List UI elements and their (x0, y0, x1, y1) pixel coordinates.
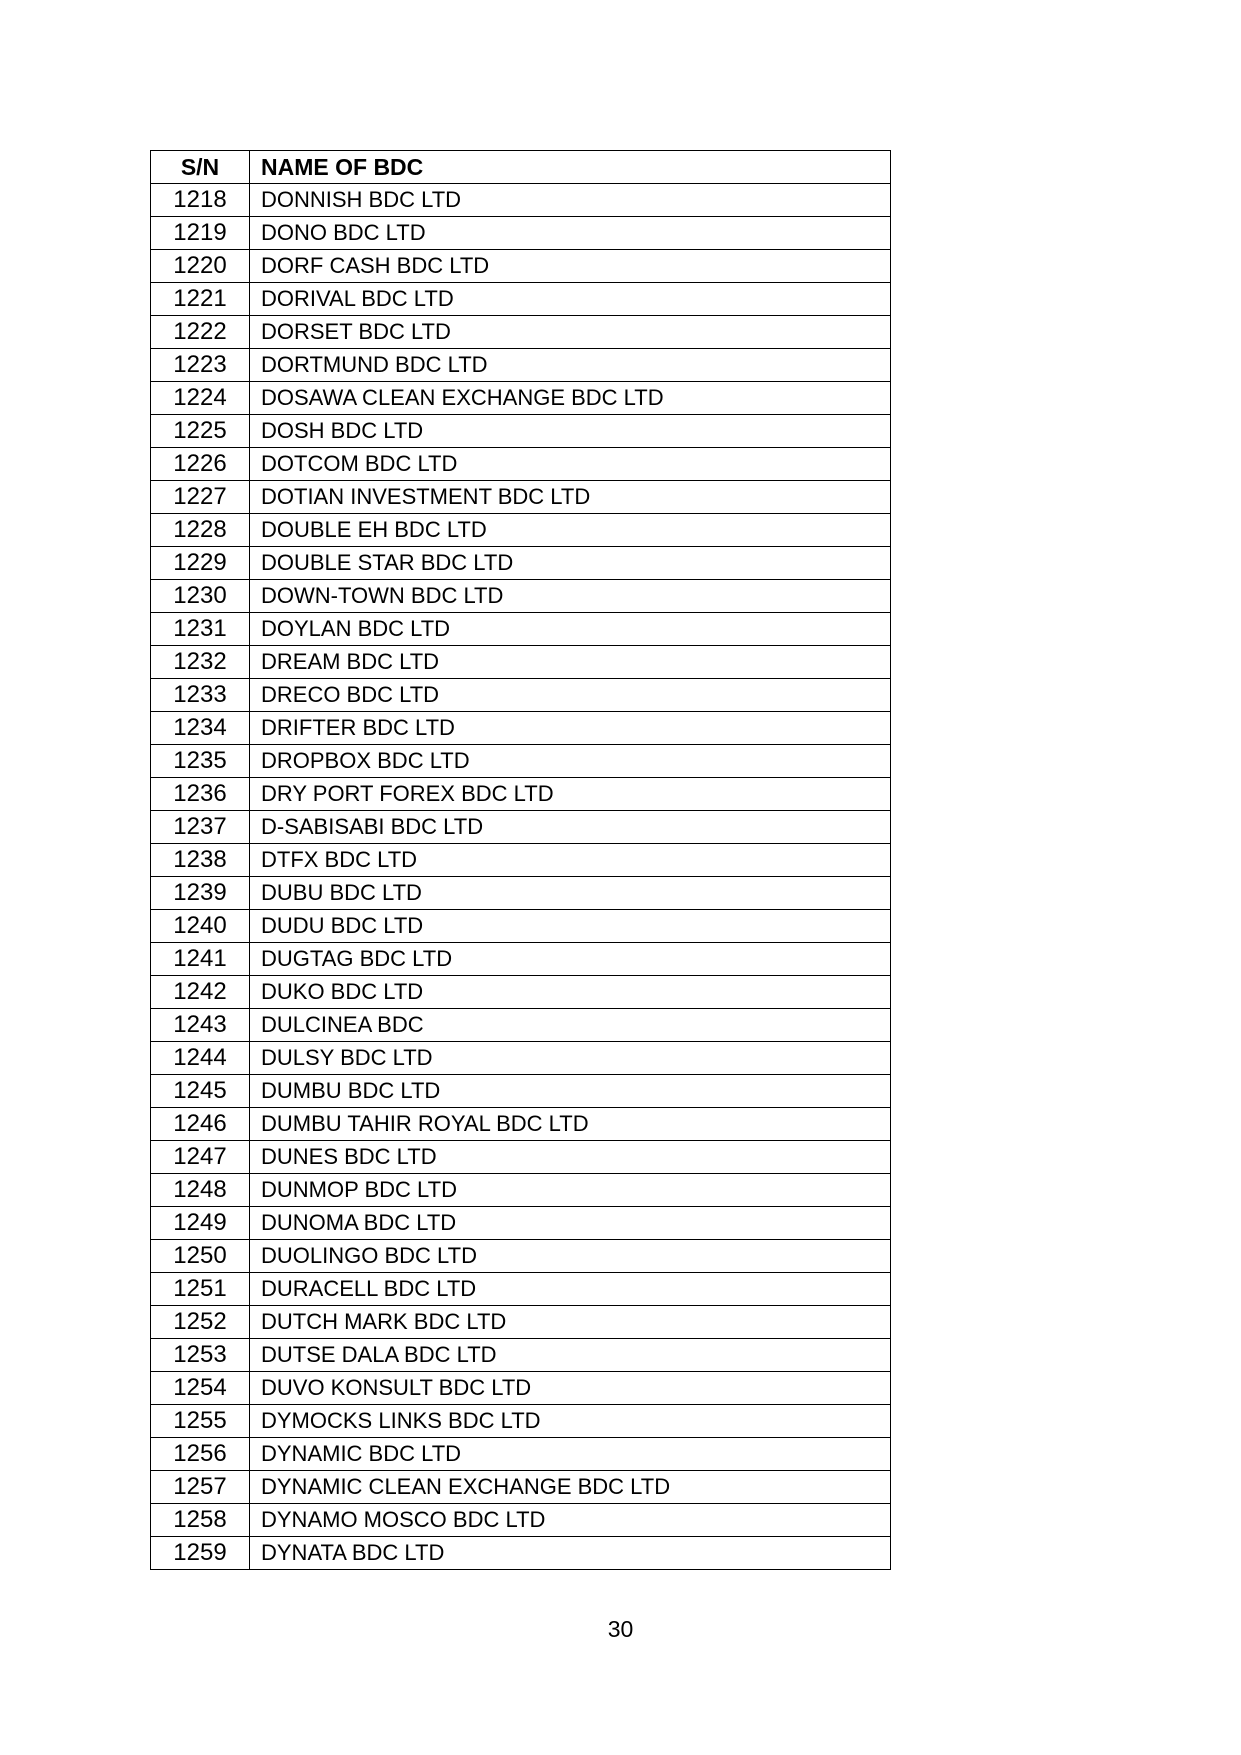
serial-number-cell: 1230 (151, 580, 250, 613)
bdc-name-cell: DRECO BDC LTD (250, 679, 891, 712)
table-row (151, 1438, 891, 1471)
serial-number-cell: 1243 (151, 1009, 250, 1042)
bdc-name-cell: DREAM BDC LTD (250, 646, 891, 679)
serial-number-cell: 1251 (151, 1273, 250, 1306)
bdc-name-cell: DOYLAN BDC LTD (250, 613, 891, 646)
serial-number-cell: 1244 (151, 1042, 250, 1075)
bdc-name-cell: DORSET BDC LTD (250, 316, 891, 349)
table-row (151, 1042, 891, 1075)
bdc-name-cell: DOWN-TOWN BDC LTD (250, 580, 891, 613)
page-number: 30 (607, 1616, 634, 1642)
serial-number-cell: 1253 (151, 1339, 250, 1372)
bdc-name-cell: DORTMUND BDC LTD (250, 349, 891, 382)
bdc-name-cell: DORIVAL BDC LTD (250, 283, 891, 316)
table-row (151, 943, 891, 976)
serial-number-cell: 1218 (151, 184, 250, 217)
table-row (151, 976, 891, 1009)
serial-number-cell: 1220 (151, 250, 250, 283)
serial-number-cell: 1219 (151, 217, 250, 250)
bdc-name-cell: DORF CASH BDC LTD (250, 250, 891, 283)
bdc-name-cell: DOTCOM BDC LTD (250, 448, 891, 481)
table-row (151, 1207, 891, 1240)
table-row (151, 250, 891, 283)
table-row (151, 1075, 891, 1108)
serial-number-cell: 1239 (151, 877, 250, 910)
bdc-name-cell: DUBU BDC LTD (250, 877, 891, 910)
bdc-name-cell: DUTSE DALA BDC LTD (250, 1339, 891, 1372)
serial-number-cell: 1256 (151, 1438, 250, 1471)
table-row (151, 1240, 891, 1273)
serial-number-cell: 1236 (151, 778, 250, 811)
table-row (151, 184, 891, 217)
table-row (151, 910, 891, 943)
bdc-name-cell: D-SABISABI BDC LTD (250, 811, 891, 844)
table-row (151, 1372, 891, 1405)
bdc-name-cell: DRIFTER BDC LTD (250, 712, 891, 745)
table-row (151, 580, 891, 613)
serial-number-cell: 1240 (151, 910, 250, 943)
bdc-name-cell: DUDU BDC LTD (250, 910, 891, 943)
serial-number-cell: 1248 (151, 1174, 250, 1207)
bdc-name-cell: DUNOMA BDC LTD (250, 1207, 891, 1240)
serial-number-cell: 1227 (151, 481, 250, 514)
table-body (151, 184, 891, 1570)
serial-number-cell: 1234 (151, 712, 250, 745)
bdc-name-cell: DOUBLE EH BDC LTD (250, 514, 891, 547)
serial-number-cell: 1249 (151, 1207, 250, 1240)
table-row (151, 1471, 891, 1504)
serial-number-cell: 1224 (151, 382, 250, 415)
bdc-name-cell: DULSY BDC LTD (250, 1042, 891, 1075)
table-row (151, 712, 891, 745)
table-row (151, 415, 891, 448)
table-row (151, 382, 891, 415)
bdc-name-cell: DTFX BDC LTD (250, 844, 891, 877)
table-row (151, 1108, 891, 1141)
table-row (151, 481, 891, 514)
table-header (151, 151, 891, 184)
bdc-name-cell: DYNAMIC BDC LTD (250, 1438, 891, 1471)
bdc-name-cell: DUKO BDC LTD (250, 976, 891, 1009)
bdc-name-cell: DUNMOP BDC LTD (250, 1174, 891, 1207)
header-row (151, 151, 891, 184)
bdc-name-cell: DYMOCKS LINKS BDC LTD (250, 1405, 891, 1438)
table-row (151, 646, 891, 679)
bdc-name-cell: DUMBU TAHIR ROYAL BDC LTD (250, 1108, 891, 1141)
serial-number-cell: 1233 (151, 679, 250, 712)
serial-number-cell: 1246 (151, 1108, 250, 1141)
table-row (151, 448, 891, 481)
serial-number-cell: 1238 (151, 844, 250, 877)
table-row (151, 679, 891, 712)
bdc-name-cell: DOSAWA CLEAN EXCHANGE BDC LTD (250, 382, 891, 415)
table-row (151, 844, 891, 877)
table-row (151, 1141, 891, 1174)
serial-number-cell: 1247 (151, 1141, 250, 1174)
serial-number-cell: 1229 (151, 547, 250, 580)
table-row (151, 1537, 891, 1570)
serial-number-cell: 1242 (151, 976, 250, 1009)
serial-number-cell: 1225 (151, 415, 250, 448)
serial-number-cell: 1259 (151, 1537, 250, 1570)
bdc-name-cell: DUGTAG BDC LTD (250, 943, 891, 976)
serial-number-cell: 1226 (151, 448, 250, 481)
bdc-name-cell: DUVO KONSULT BDC LTD (250, 1372, 891, 1405)
table-row (151, 316, 891, 349)
serial-number-cell: 1231 (151, 613, 250, 646)
table-row (151, 283, 891, 316)
table-row (151, 217, 891, 250)
bdc-name-cell: DUOLINGO BDC LTD (250, 1240, 891, 1273)
serial-number-cell: 1232 (151, 646, 250, 679)
bdc-name-cell: DOTIAN INVESTMENT BDC LTD (250, 481, 891, 514)
table-row (151, 514, 891, 547)
table-row (151, 1009, 891, 1042)
serial-number-cell: 1254 (151, 1372, 250, 1405)
table-row (151, 745, 891, 778)
serial-number-cell: 1258 (151, 1504, 250, 1537)
bdc-name-cell: DROPBOX BDC LTD (250, 745, 891, 778)
table-row (151, 1273, 891, 1306)
name-column-header: NAME OF BDC (250, 151, 891, 184)
serial-number-cell: 1228 (151, 514, 250, 547)
bdc-name-cell: DULCINEA BDC (250, 1009, 891, 1042)
bdc-name-cell: DONNISH BDC LTD (250, 184, 891, 217)
serial-number-cell: 1223 (151, 349, 250, 382)
serial-number-cell: 1257 (151, 1471, 250, 1504)
serial-number-cell: 1221 (151, 283, 250, 316)
table-row (151, 1405, 891, 1438)
table-row (151, 1339, 891, 1372)
sn-column-header: S/N (151, 151, 250, 184)
table-row (151, 1306, 891, 1339)
bdc-name-cell: DYNAMIC CLEAN EXCHANGE BDC LTD (250, 1471, 891, 1504)
table-row (151, 778, 891, 811)
bdc-name-cell: DOSH BDC LTD (250, 415, 891, 448)
table-row (151, 1504, 891, 1537)
serial-number-cell: 1250 (151, 1240, 250, 1273)
bdc-name-cell: DUTCH MARK BDC LTD (250, 1306, 891, 1339)
table-row (151, 877, 891, 910)
serial-number-cell: 1245 (151, 1075, 250, 1108)
table-row (151, 1174, 891, 1207)
table-row (151, 547, 891, 580)
serial-number-cell: 1255 (151, 1405, 250, 1438)
bdc-name-cell: DYNATA BDC LTD (250, 1537, 891, 1570)
serial-number-cell: 1222 (151, 316, 250, 349)
bdc-name-cell: DONO BDC LTD (250, 217, 891, 250)
bdc-name-cell: DYNAMO MOSCO BDC LTD (250, 1504, 891, 1537)
serial-number-cell: 1235 (151, 745, 250, 778)
table-row (151, 613, 891, 646)
serial-number-cell: 1241 (151, 943, 250, 976)
bdc-name-cell: DOUBLE STAR BDC LTD (250, 547, 891, 580)
bdc-name-cell: DURACELL BDC LTD (250, 1273, 891, 1306)
bdc-table (150, 150, 891, 1570)
serial-number-cell: 1252 (151, 1306, 250, 1339)
bdc-name-cell: DUMBU BDC LTD (250, 1075, 891, 1108)
bdc-name-cell: DRY PORT FOREX BDC LTD (250, 778, 891, 811)
bdc-name-cell: DUNES BDC LTD (250, 1141, 891, 1174)
serial-number-cell: 1237 (151, 811, 250, 844)
table-row (151, 349, 891, 382)
table-row (151, 811, 891, 844)
